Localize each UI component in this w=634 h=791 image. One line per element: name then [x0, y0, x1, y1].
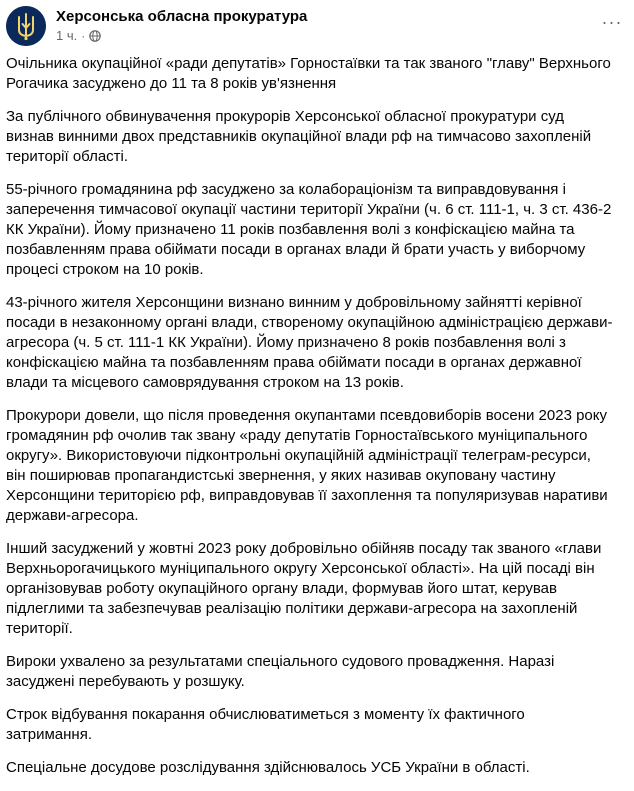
post-paragraph: 55-річного громадянина рф засуджено за колабораціонізм та виправдовування і заперечення тимчасової окупації частини території України (ч. 6 ст. 111-1, ч. 3 ст. 436-2 КК України). Йому призначено 11 років позбавлення волі з конфіскацією майна та позбавленням права обіймати посади в органах влади й брати участь у виборчому процесі строком на 10 років.: [6, 181, 612, 278]
post-meta: [56, 28, 101, 43]
page-avatar[interactable]: [6, 6, 46, 46]
post-paragraph: Строк відбування покарання обчислюватиметься з моменту їх фактичного затримання.: [6, 706, 525, 743]
trident-emblem-icon: [6, 6, 46, 46]
post-paragraph: За публічного обвинувачення прокурорів Херсонської обласної прокуратури суд визнав винними двох представників окупаційної влади рф на тимчасово захопленій території області.: [6, 108, 592, 165]
post-paragraph: Очільника окупаційної «ради депутатів» Горностаївки та так званого "главу" Верхнього Рогачика засуджено до 11 та 8 років ув'язнення: [6, 55, 611, 92]
more-options-button[interactable]: ···: [601, 11, 623, 32]
page-name[interactable]: Херсонська обласна прокуратура: [56, 8, 308, 25]
post-paragraph: Інший засуджений у жовтні 2023 року добровільно обійняв посаду так званого «глави Верхньорогачицького муніципального округу Херсонської області». На цій посаді він організовував роботу окупаційного органу влади, формував його штат, керував підлеглими та забезпечував реалізацію політики держави-агресора на захопленій території.: [6, 540, 602, 637]
post-paragraph: Вироки ухвалено за результатами спеціального судового провадження. Наразі засуджені перебувають у розшуку.: [6, 653, 555, 690]
globe-icon: [89, 30, 101, 42]
post-header: [6, 6, 626, 48]
post-time[interactable]: 1 ч.: [56, 28, 78, 43]
post-paragraph: Прокурори довели, що після проведення окупантами псевдовиборів восени 2023 року громадянин рф очолив так звану «раду депутатів Горностаївського муніципального округу». Використовуючи підконтрольні окупаційній адміністрації телеграм-ресурси, він поширював пропагандистські звернення, у яких називав окуповану частину Херсонщини територією рф, виправдовував її захоплення та популяризував наративи держави-агресора.: [6, 407, 608, 524]
meta-separator: ·: [81, 28, 86, 43]
post-paragraph: Спеціальне досудове розслідування здійснювалось УСБ України в області.: [6, 759, 530, 776]
post-text: [6, 54, 614, 791]
post-paragraph: 43-річного жителя Херсонщини визнано винним у добровільному зайнятті керівної посади в незаконному органі влади, створеному окупаційною адміністрацією держави-агресора (ч. 5 ст. 111-1 КК України). Йому призначено 8 років позбавлення волі з конфіскацією майна та позбавленням права обіймати посади в органах державної влади та місцевого самоврядування строком на 13 років.: [6, 294, 613, 391]
